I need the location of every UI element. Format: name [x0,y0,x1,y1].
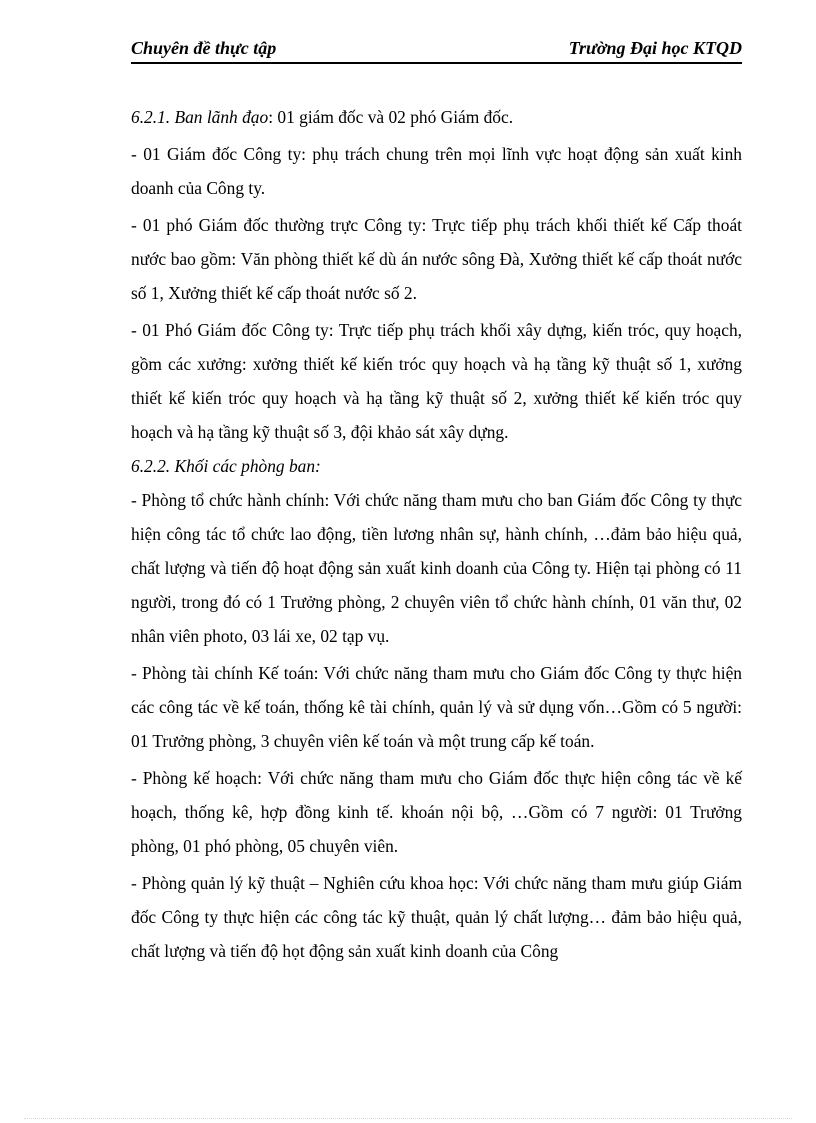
paragraph-finance-department: - Phòng tài chính Kế toán: Với chức năng tham mưu cho Giám đốc Công ty thực hiện các công tác về kế toán, thống kê tài chính, quản lý và sử dụng vốn…Gồm có 5 người: 01 Trưởng phòng, 3 chuyên viên kế toán và một trung cấp kế toán. [131,663,742,751]
section-6-2-2-heading: 6.2.2. Khối các phòng ban: [131,456,321,476]
page-header [131,36,742,64]
header-university: Trường Đại học KTQD [568,38,742,58]
section-6-2-1-summary: : 01 giám đốc và 02 phó Giám đốc. [268,107,514,127]
paragraph-technical-department: - Phòng quản lý kỹ thuật – Nghiên cứu khoa học: Với chức năng tham mưu giúp Giám đốc Công ty thực hiện các công tác kỹ thuật, quản lý chất lượng… đảm bảo hiệu quả, chất lượng và tiến độ họt động sản xuất kinh doanh của Công [131,873,742,961]
paragraph-planning-department: - Phòng kế hoạch: Với chức năng tham mưu cho Giám đốc thực hiện công tác về kế hoạch, thống kê, hợp đồng kinh tế. khoán nội bộ, …Gồm có 7 người: 01 Trưởng phòng, 01 phó phòng, 05 chuyên viên. [131,768,742,856]
paragraph-deputy-director-1: - 01 phó Giám đốc thường trực Công ty: Trực tiếp phụ trách khối thiết kế Cấp thoát nước bao gồm: Văn phòng thiết kế dù án nước sông Đà, Xưởng thiết kế cấp thoát nước số 1, Xưởng thiết kế cấp thoát nước số 2. [131,215,742,303]
header-document-type: Chuyên đề thực tập [131,38,277,58]
section-6-2-1-title: 6.2.1. Ban lãnh đạo [131,107,269,127]
page-content [131,100,742,968]
paragraph-deputy-director-2: - 01 Phó Giám đốc Công ty: Trực tiếp phụ trách khối xây dựng, kiến tróc, quy hoạch, gồm các xưởng: xưởng thiết kế kiến tróc quy hoạch và hạ tầng kỹ thuật số 1, xưởng thiết kế kiến tróc quy hoạch và hạ tầng kỹ thuật số 2, xưởng thiết kế kiến tróc quy hoạch và hạ tầng kỹ thuật số 3, đội khảo sát xây dựng. [131,320,742,442]
section-6-2-1-heading [131,100,742,134]
page-bottom-divider [24,1118,792,1119]
paragraph-director: - 01 Giám đốc Công ty: phụ trách chung trên mọi lĩnh vực hoạt động sản xuất kinh doanh của Công ty. [131,144,742,198]
paragraph-admin-department: - Phòng tổ chức hành chính: Với chức năng tham mưu cho ban Giám đốc Công ty thực hiện công tác tổ chức lao động, tiền lương nhân sự, hành chính, …đảm bảo hiệu quả, chất lượng và tiến độ hoạt động sản xuất kinh doanh của Công ty. Hiện tại phòng có 11 người, trong đó có 1 Trưởng phòng, 2 chuyên viên tổ chức hành chính, 01 văn thư, 02 nhân viên photo, 03 lái xe, 02 tạp vụ. [131,490,742,646]
